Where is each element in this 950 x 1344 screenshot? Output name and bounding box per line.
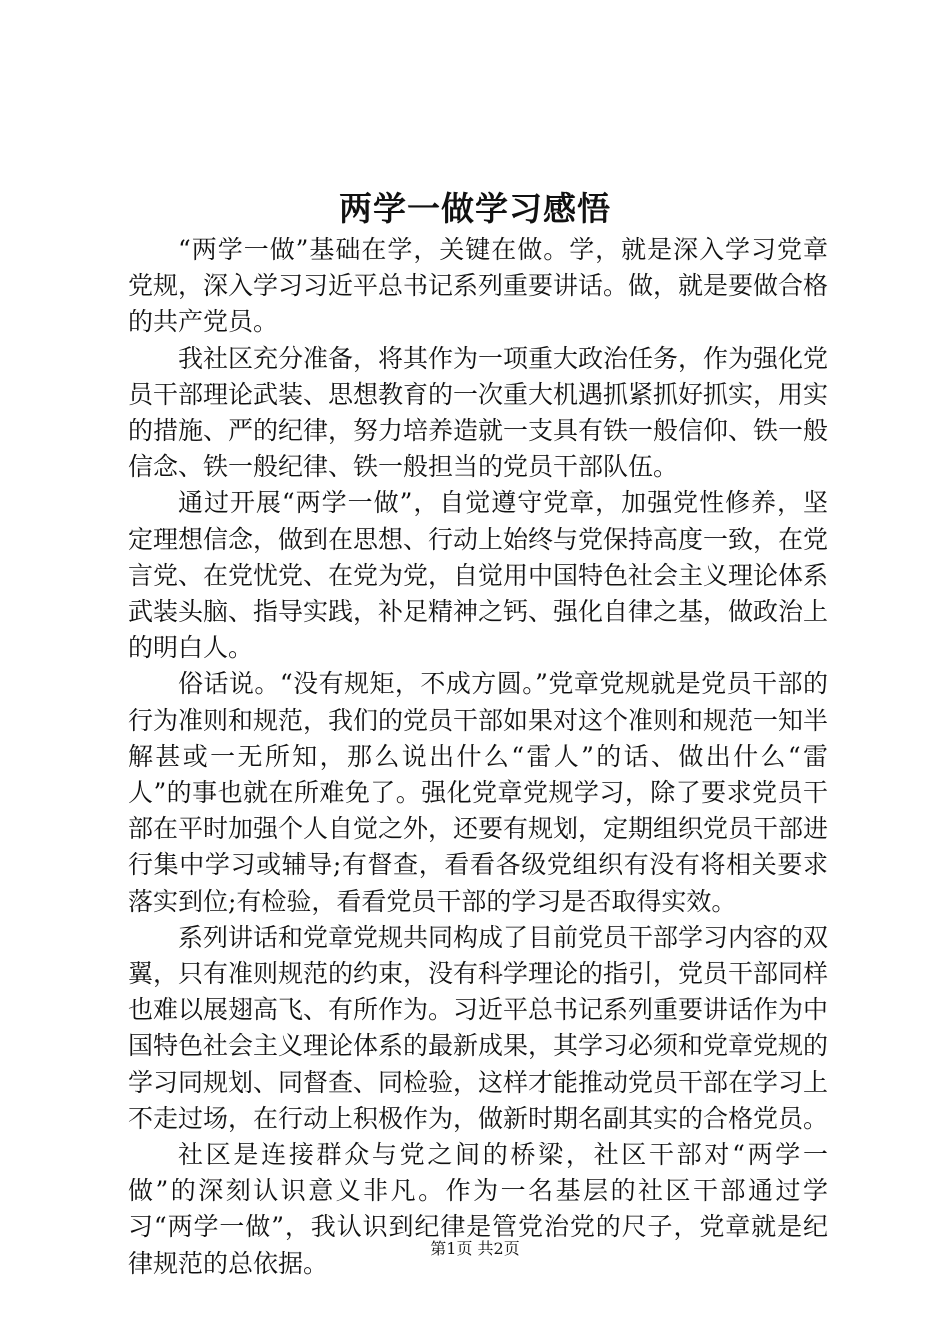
page-footer: 第1页 共2页 xyxy=(430,1239,520,1258)
paragraph-1: “两学一做”基础在学，关键在做。学，就是深入学习党章党规，深入学习习近平总书记系列重要讲话。做，就是要做合格的共产党员。 xyxy=(128,235,829,337)
paragraph-6: 社区是连接群众与党之间的桥梁，社区干部对“两学一做”的深刻认识意义非凡。作为一名基层的社区干部通过学习“两学一做”，我认识到纪律是管党治党的尺子，党章就是纪律规范的总依据。 xyxy=(128,1140,828,1278)
paragraph-2: 我社区充分准备，将其作为一项重大政治任务，作为强化党员干部理论武装、思想教育的一次重大机遇抓紧抓好抓实，用实的措施、严的纪律，努力培养造就一支具有铁一般信仰、铁一般信念、铁一般纪律、铁一般担当的党员干部队伍。 xyxy=(128,343,829,482)
document-title: 两学一做学习感悟 xyxy=(339,189,611,228)
paragraph-3: 通过开展“两学一做”，自觉遵守党章，加强党性修养，坚定理想信念，做到在思想、行动上始终与党保持高度一致，在党言党、在党忧党、在党为党，自觉用中国特色社会主义理论体系武装头脑、指导实践，补足精神之钙、强化自律之基，做政治上的明白人。 xyxy=(128,488,829,663)
document-body xyxy=(128,232,828,1282)
paragraph-5: 系列讲话和党章党规共同构成了目前党员干部学习内容的双翼，只有准则规范的约束，没有科学理论的指引，党员干部同样也难以展翅高飞、有所作为。习近平总书记系列重要讲话作为中国特色社会主义理论体系的最新成果，其学习必须和党章党规的学习同规划、同督查、同检验，这样才能推动党员干部在学习上不走过场，在行动上积极作为，做新时期名副其实的合格党员。 xyxy=(128,922,829,1133)
paragraph-4: 俗话说。“没有规矩，不成方圆。”党章党规就是党员干部的行为准则和规范，我们的党员干部如果对这个准则和规范一知半解甚或一无所知，那么说出什么“雷人”的话、做出什么“雷人”的事也就在所难免了。强化党章党规学习，除了要求党员干部在平时加强个人自觉之外，还要有规划，定期组织党员干部进行集中学习或辅导;有督查，看看各级党组织有没有将相关要求落实到位;有检验，看看党员干部的学习是否取得实效。 xyxy=(128,669,829,916)
